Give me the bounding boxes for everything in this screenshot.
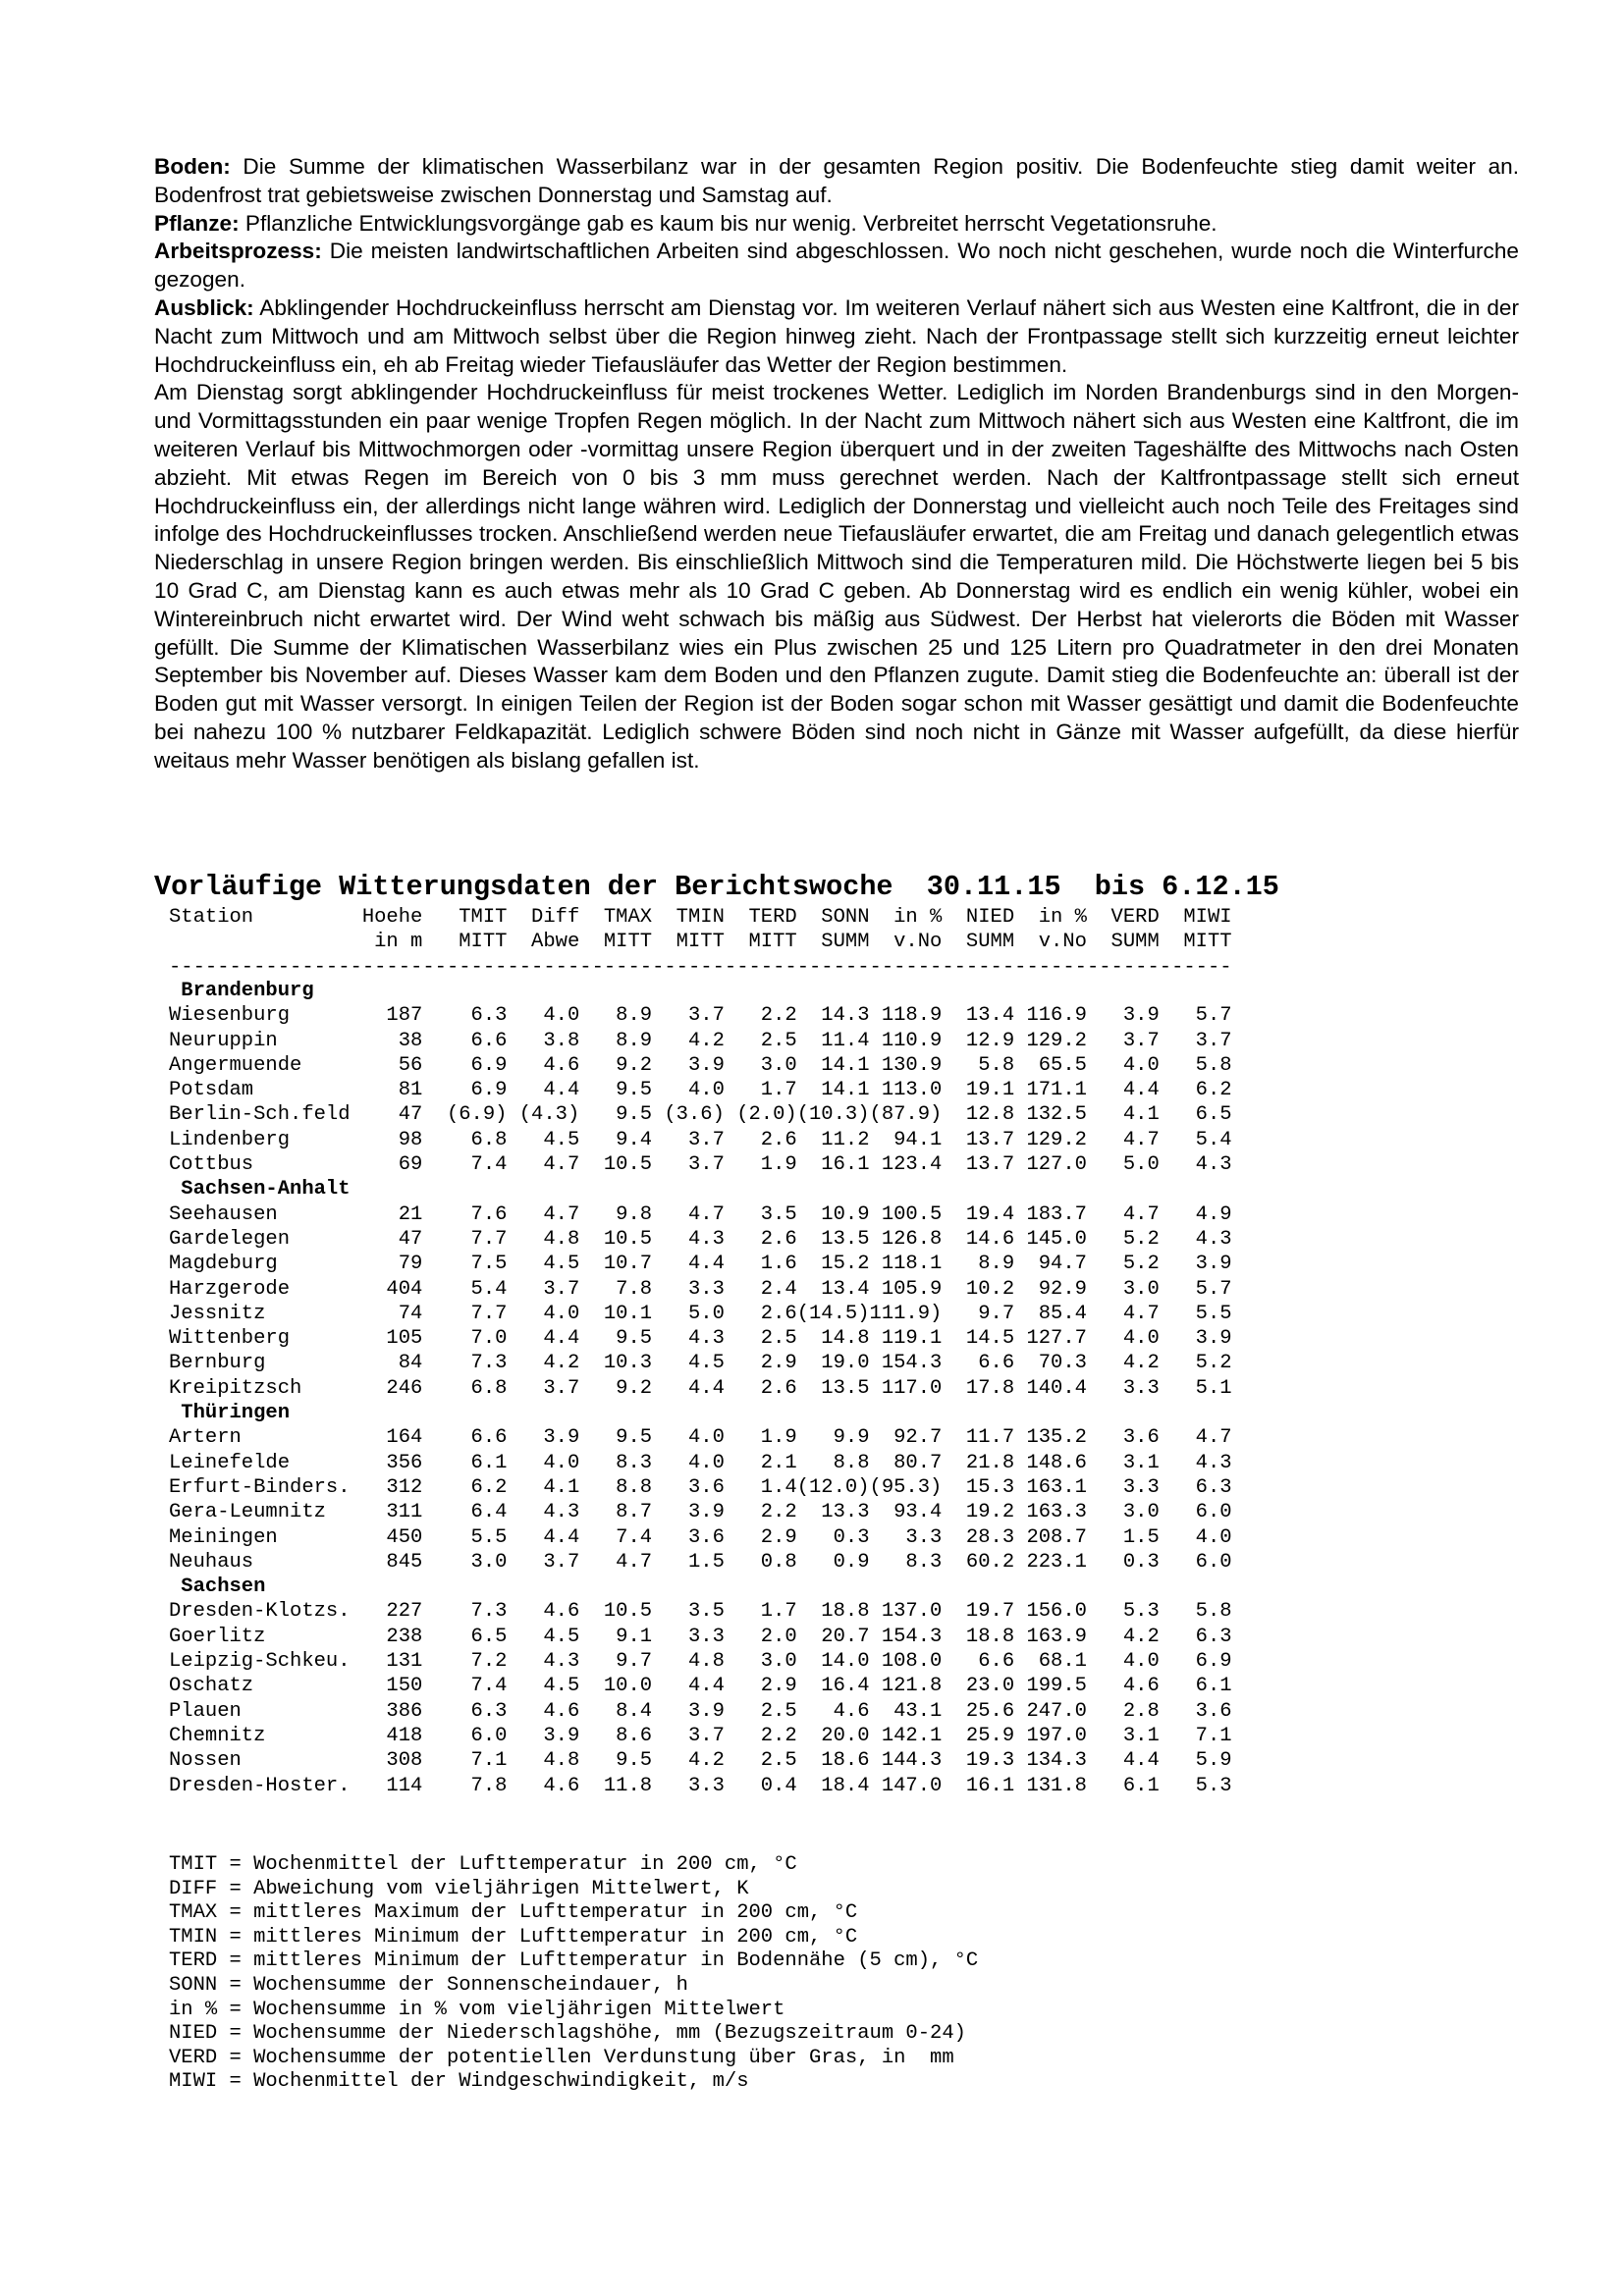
legend-item: MIWI = Wochenmittel der Windgeschwindigkeit, m/s: [169, 2070, 749, 2094]
table-row: Neuruppin 38 6.6 3.8 8.9 4.2 2.5 11.4 110.9 12.9 129.2 3.7 3.7: [169, 1029, 1232, 1052]
table-row: Kreipitzsch 246 6.8 3.7 9.2 4.4 2.6 13.5 117.0 17.8 140.4 3.3 5.1: [169, 1376, 1232, 1400]
table-row: Oschatz 150 7.4 4.5 10.0 4.4 2.9 16.4 121.8 23.0 199.5 4.6 6.1: [169, 1675, 1232, 1698]
table-row: Dresden-Klotzs. 227 7.3 4.6 10.5 3.5 1.7 18.8 137.0 19.7 156.0 5.3 5.8: [169, 1600, 1232, 1624]
table-row: Bernburg 84 7.3 4.2 10.3 4.5 2.9 19.0 154.3 6.6 70.3 4.2 5.2: [169, 1352, 1232, 1375]
section-arbeitsprozess: Arbeitsprozess: Die meisten landwirtschaftlichen Arbeiten sind abgeschlossen. Wo noch nicht geschehen, wurde noch die Winterfurche gezogen.: [154, 239, 1519, 293]
legend-item: VERD = Wochensumme der potentiellen Verdunstung über Gras, in mm: [169, 2046, 954, 2069]
table-row: Potsdam 81 6.9 4.4 9.5 4.0 1.7 14.1 113.0 19.1 171.1 4.4 6.2: [169, 1079, 1232, 1102]
table-row: Jessnitz 74 7.7 4.0 10.1 5.0 2.6(14.5)111.9) 9.7 85.4 4.7 5.5: [169, 1302, 1232, 1325]
table-row: Seehausen 21 7.6 4.7 9.8 4.7 3.5 10.9 100.5 19.4 183.7 4.7 4.9: [169, 1202, 1232, 1226]
legend: [169, 1853, 978, 2095]
table-row: Erfurt-Binders. 312 6.2 4.1 8.8 3.6 1.4(12.0)(95.3) 15.3 163.1 3.3 6.3: [169, 1475, 1232, 1499]
weather-table: [169, 979, 1232, 1798]
table-row: Chemnitz 418 6.0 3.9 8.6 3.7 2.2 20.0 142.1 25.9 197.0 3.1 7.1: [169, 1724, 1232, 1747]
section-ausblick: Ausblick: Abklingender Hochdruckeinfluss herrscht am Dienstag vor. Im weiteren Verlauf nähert sich aus Westen eine Kaltfront, die in der Nacht zum Mittwoch und am Mittwoch selbst über die Region hinweg zieht. Nach der Frontpassage stellt sich kurzzeitig erneut leichter Hochdruckeinfluss ein, eh ab Freitag wieder Tiefausläufer das Wetter der Region bestimmen.: [154, 294, 1519, 377]
table-row: Leinefelde 356 6.1 4.0 8.3 4.0 2.1 8.8 80.7 21.8 148.6 3.1 4.3: [169, 1451, 1232, 1474]
table-row: Magdeburg 79 7.5 4.5 10.7 4.4 1.6 15.2 118.1 8.9 94.7 5.2 3.9: [169, 1253, 1232, 1276]
section-boden: Boden: Die Summe der klimatischen Wasserbilanz war in der gesamten Region positiv. Die Bodenfeuchte stieg damit weiter an. Bodenfrost trat gebietsweise zwischen Donnerstag und Samstag auf.: [154, 154, 1519, 207]
table-row: Goerlitz 238 6.5 4.5 9.1 3.3 2.0 20.7 154.3 18.8 163.9 4.2 6.3: [169, 1625, 1232, 1648]
legend-item: TMAX = mittleres Maximum der Lufttemperatur in 200 cm, °C: [169, 1901, 858, 1925]
legend-item: TMIT = Wochenmittel der Lufttemperatur in 200 cm, °C: [169, 1853, 797, 1876]
table-separator: ----------------------------------------------------------------------------------------: [169, 955, 1232, 979]
section-pflanze: Pflanze: Pflanzliche Entwicklungsvorgänge gab es kaum bis nur wenig. Verbreitet herrscht Vegetationsruhe.: [154, 210, 1217, 236]
table-header-row: in m MITT Abwe MITT MITT MITT SUMM v.No SUMM v.No SUMM MITT: [374, 931, 1232, 954]
region-heading: Sachsen: [181, 1575, 266, 1599]
report-text: [154, 153, 1519, 775]
table-row: Leipzig-Schkeu. 131 7.2 4.3 9.7 4.8 3.0 14.0 108.0 6.6 68.1 4.0 6.9: [169, 1650, 1232, 1674]
table-row: Angermuende 56 6.9 4.6 9.2 3.9 3.0 14.1 130.9 5.8 65.5 4.0 5.8: [169, 1053, 1232, 1077]
region-heading: Sachsen-Anhalt: [181, 1178, 351, 1201]
table-row: Wittenberg 105 7.0 4.4 9.5 4.3 2.5 14.8 119.1 14.5 127.7 4.0 3.9: [169, 1327, 1232, 1351]
legend-item: NIED = Wochensumme der Niederschlagshöhe, mm (Bezugszeitraum 0-24): [169, 2022, 966, 2046]
legend-item: TERD = mittleres Minimum der Lufttemperatur in Bodennähe (5 cm), °C: [169, 1949, 979, 1973]
section-forecast-detail: Am Dienstag sorgt abklingender Hochdruckeinfluss für meist trockenes Wetter. Lediglich im Norden Brandenburgs sind in den Morgen- und Vormittagsstunden ein paar wenige Tropfen Regen möglich. In der Nacht zum Mittwoch nähert sich aus Westen eine Kaltfront, die im weiteren Verlauf bis Mittwochmorgen oder -vormittag unsere Region überquert und in der zweiten Tageshälfte des Mittwochs nach Osten abzieht. Mit etwas Regen im Bereich von 0 bis 3 mm muss gerechnet werden. Nach der Kaltfrontpassage stellt sich erneut Hochdruckeinfluss ein, der allerdings nicht lange währen wird. Lediglich der Donnerstag und vielleicht auch noch Teile des Freitages sind infolge des Hochdruckeinflusses trocken. Anschließend werden neue Tiefausläufer erwartet, die am Freitag und danach gelegentlich etwas Niederschlag in unsere Region bringen werden. Bis einschließlich Mittwoch sind die Temperaturen mild. Die Höchstwerte liegen bei 5 bis 10 Grad C, am Dienstag kann es auch etwas mehr als 10 Grad C geben. Ab Donnerstag wird es endlich ein wenig kühler, wobei ein Wintereinbruch nicht erwartet wird. Der Wind weht schwach bis mäßig aus Südwest. Der Herbst hat vielerorts die Böden mit Wasser gefüllt. Die Summe der Klimatischen Wasserbilanz wies ein Plus zwischen 25 und 125 Litern pro Quadratmeter in den drei Monaten September bis November auf. Dieses Wasser kam dem Boden und den Pflanzen zugute. Damit stieg die Bodenfeuchte an: überall ist der Boden gut mit Wasser versorgt. In einigen Teilen der Region ist der Boden sogar schon mit Wasser gesättigt und damit die Bodenfeuchte bei nahezu 100 % nutzbarer Feldkapazität. Lediglich schwere Böden sind noch nicht in Gänze mit Wasser aufgefüllt, da diese hierfür weitaus mehr Wasser benötigen als bislang gefallen ist.: [154, 380, 1519, 773]
region-heading: Brandenburg: [181, 980, 314, 1002]
table-header: [169, 905, 1232, 980]
table-row: Meiningen 450 5.5 4.4 7.4 3.6 2.9 0.3 3.3 28.3 208.7 1.5 4.0: [169, 1525, 1232, 1549]
table-row: Cottbus 69 7.4 4.7 10.5 3.7 1.9 16.1 123.4 13.7 127.0 5.0 4.3: [169, 1153, 1232, 1177]
table-row: Berlin-Sch.feld 47 (6.9) (4.3) 9.5 (3.6) (2.0)(10.3)(87.9) 12.8 132.5 4.1 6.5: [169, 1103, 1232, 1127]
table-row: Artern 164 6.6 3.9 9.5 4.0 1.9 9.9 92.7 11.7 135.2 3.6 4.7: [169, 1426, 1232, 1450]
table-row: Neuhaus 845 3.0 3.7 4.7 1.5 0.8 0.9 8.3 60.2 223.1 0.3 6.0: [169, 1550, 1232, 1574]
table-row: Plauen 386 6.3 4.6 8.4 3.9 2.5 4.6 43.1 25.6 247.0 2.8 3.6: [169, 1699, 1232, 1723]
region-heading: Thüringen: [181, 1402, 291, 1425]
table-row: Nossen 308 7.1 4.8 9.5 4.2 2.5 18.6 144.3 19.3 134.3 4.4 5.9: [169, 1749, 1232, 1773]
table-row: Gardelegen 47 7.7 4.8 10.5 4.3 2.6 13.5 126.8 14.6 145.0 5.2 4.3: [169, 1227, 1232, 1251]
legend-item: TMIN = mittleres Minimum der Lufttemperatur in 200 cm, °C: [169, 1925, 858, 1949]
legend-item: in % = Wochensumme in % vom vieljährigen Mittelwert: [169, 1998, 785, 2021]
table-row: Harzgerode 404 5.4 3.7 7.8 3.3 2.4 13.4 105.9 10.2 92.9 3.0 5.7: [169, 1277, 1232, 1301]
table-header-row: Station Hoehe TMIT Diff TMAX TMIN TERD SONN in % NIED in % VERD MIWI: [169, 906, 1232, 929]
table-row: Gera-Leumnitz 311 6.4 4.3 8.7 3.9 2.2 13.3 93.4 19.2 163.3 3.0 6.0: [169, 1501, 1232, 1524]
table-row: Wiesenburg 187 6.3 4.0 8.9 3.7 2.2 14.3 118.9 13.4 116.9 3.9 5.7: [169, 1004, 1232, 1028]
table-title: Vorläufige Witterungsdaten der Berichtswoche 30.11.15 bis 6.12.15: [154, 871, 1279, 903]
table-row: Dresden-Hoster. 114 7.8 4.6 11.8 3.3 0.4 18.4 147.0 16.1 131.8 6.1 5.3: [169, 1774, 1232, 1797]
table-row: Lindenberg 98 6.8 4.5 9.4 3.7 2.6 11.2 94.1 13.7 129.2 4.7 5.4: [169, 1128, 1232, 1151]
legend-item: SONN = Wochensumme der Sonnenscheindauer, h: [169, 1973, 688, 1997]
legend-item: DIFF = Abweichung vom vieljährigen Mittelwert, K: [169, 1877, 749, 1900]
